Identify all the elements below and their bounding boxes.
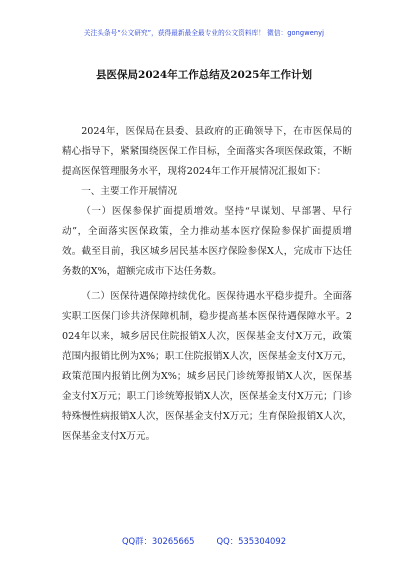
footer-qq-number: QQ：535304092 bbox=[216, 536, 287, 546]
paragraph-benefits: （二）医保待遇保障持续优化。医保待遇水平稳步提升。全面落实职工医保门诊共济保障机制，稳步提高基本医保待遇保障水平。2024年以来，城乡居民住院报销X人次，医保基金支付X万元，政策范围内报销比例为X%；职工住院报销X人次，医保基金支付X万元，政策范围内报销比例为X%；城乡居民门诊统筹报销X人次，医保基金支付X万元；职工门诊统筹报销X人次，医保基金支付X万元；门诊特殊慢性病报销X人次，医保基金支付X万元；生育保险报销X人次，医保基金支付X万元。 bbox=[62, 291, 352, 442]
footer-qq-group: QQ群：30265665 bbox=[121, 536, 195, 546]
document-title: 县医保局2024年工作总结及2025年工作计划 bbox=[96, 69, 312, 81]
intro-paragraph: 2024年，医保局在县委、县政府的正确领导下，在市医保局的精心指导下，紧紧围绕医保工作目标，全面落实各项医保政策，不断提高医保管理服务水平，现将2024年工作开展情况汇报如下： bbox=[62, 126, 352, 177]
paragraph-enrollment: （一）医保参保扩面提质增效。坚持“早谋划、早部署、早行动”，全面落实医保政策，全力推动基本医疗保险参保扩面提质增效。截至目前，我区城乡居民基本医疗保险参保X人，完成市下达任务数的X%，超额完成市下达任务数。 bbox=[62, 206, 352, 277]
header-promo-note: 关注头条号“公文研究”，获得最新最全最专业的公文资料库！ 微信：gongwenyj bbox=[83, 29, 325, 37]
footer-contact bbox=[0, 535, 408, 547]
section-heading: 一、主要工作开展情况 bbox=[81, 186, 178, 197]
document-body bbox=[62, 122, 352, 447]
